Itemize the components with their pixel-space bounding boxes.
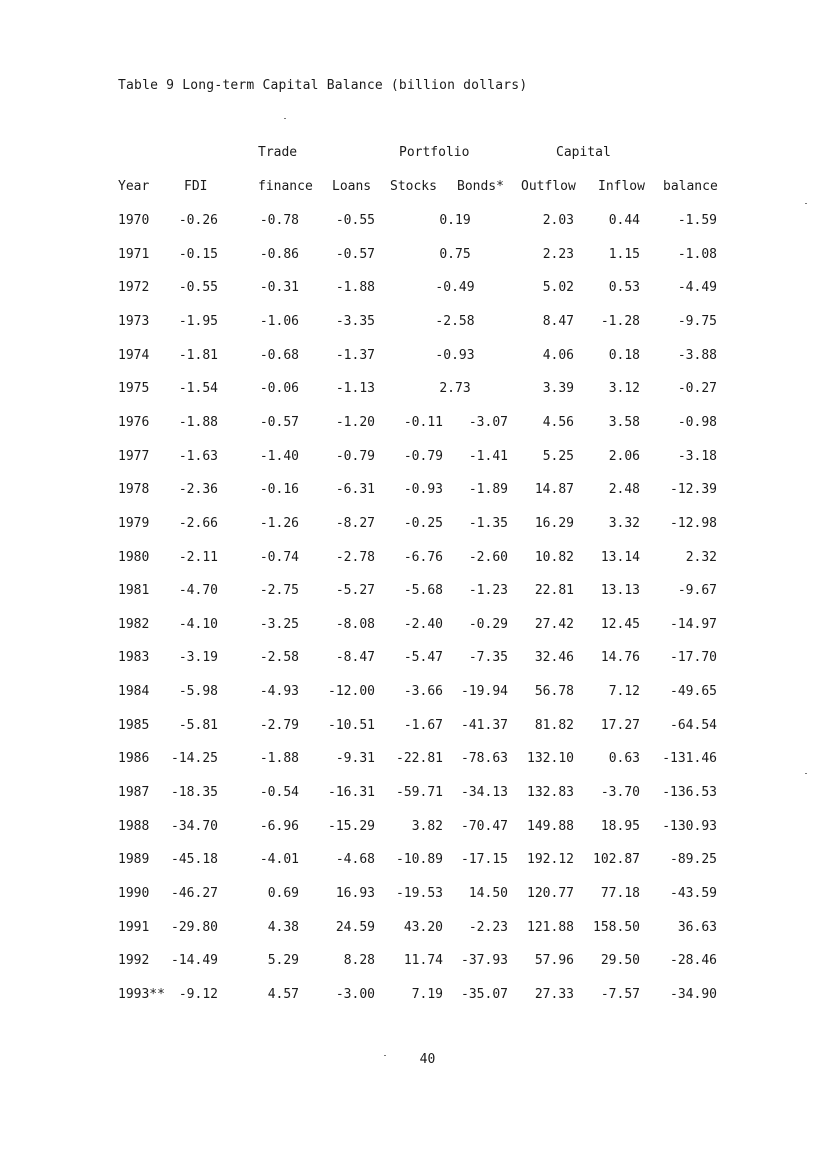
cell-outflow: 16.29 [534,516,574,531]
cell-balance: -17.70 [670,650,717,665]
cell-balance: -34.90 [670,987,717,1002]
cell-balance: -0.27 [677,381,717,396]
cell-outflow: 120.77 [527,886,574,901]
cell-balance: -3.88 [677,348,717,363]
cell-year: 1976 [118,415,150,430]
cell-year: 1975 [118,381,150,396]
table-header-bottom [0,177,827,197]
cell-outflow: 121.88 [527,920,574,935]
cell-fdi: -4.70 [178,583,218,598]
cell-fdi: -34.70 [171,819,218,834]
table-row [0,245,827,265]
cell-bonds: -0.29 [468,617,508,632]
cell-outflow: 3.39 [542,381,574,396]
cell-stocks: 11.74 [403,953,443,968]
table-row [0,278,827,298]
table-row [0,211,827,231]
cell-bonds: -35.07 [461,987,508,1002]
cell-fdi: -1.88 [178,415,218,430]
table-row [0,312,827,332]
cell-stocks: -59.71 [396,785,443,800]
cell-year: 1989 [118,852,150,867]
scan-speck [805,203,807,204]
header-outflow: Outflow [521,179,576,194]
cell-trade: -2.79 [259,718,299,733]
cell-inflow: 29.50 [600,953,640,968]
cell-year: 1977 [118,449,150,464]
cell-loans: -4.68 [335,852,375,867]
cell-loans: -1.37 [335,348,375,363]
cell-loans: -1.13 [335,381,375,396]
cell-year: 1987 [118,785,150,800]
cell-fdi: -0.55 [178,280,218,295]
header-stocks: Stocks [390,179,437,194]
table-row [0,413,827,433]
cell-inflow: 0.18 [608,348,640,363]
cell-trade: -1.26 [259,516,299,531]
cell-trade: 4.57 [267,987,299,1002]
cell-inflow: 3.32 [608,516,640,531]
cell-loans: -16.31 [328,785,375,800]
cell-fdi: -29.80 [171,920,218,935]
table-title: Table 9 Long-term Capital Balance (billion dollars) [118,78,528,93]
table-row [0,682,827,702]
cell-stocks: -0.93 [403,482,443,497]
cell-year: 1990 [118,886,150,901]
cell-trade: -4.93 [259,684,299,699]
cell-inflow: 17.27 [600,718,640,733]
cell-loans: -8.27 [335,516,375,531]
cell-loans: 16.93 [335,886,375,901]
header-bonds: Bonds* [457,179,504,194]
cell-fdi: -2.66 [178,516,218,531]
cell-inflow: -3.70 [600,785,640,800]
cell-trade: 4.38 [267,920,299,935]
cell-loans: -12.00 [328,684,375,699]
table-row [0,648,827,668]
cell-outflow: 22.81 [534,583,574,598]
cell-trade: -0.86 [259,247,299,262]
header-year: Year [118,179,150,194]
cell-trade: -2.58 [259,650,299,665]
cell-year: 1984 [118,684,150,699]
cell-fdi: -5.98 [178,684,218,699]
cell-stocks: -3.66 [403,684,443,699]
cell-inflow: 18.95 [600,819,640,834]
cell-outflow: 56.78 [534,684,574,699]
cell-loans: -3.00 [335,987,375,1002]
cell-balance: -14.97 [670,617,717,632]
cell-trade: -6.96 [259,819,299,834]
cell-loans: 8.28 [343,953,375,968]
cell-outflow: 81.82 [534,718,574,733]
cell-stocks: -19.53 [396,886,443,901]
cell-balance: -64.54 [670,718,717,733]
cell-trade: -0.16 [259,482,299,497]
scan-speck [284,118,286,119]
cell-year: 1992 [118,953,150,968]
cell-bonds: -37.93 [461,953,508,968]
cell-fdi: -5.81 [178,718,218,733]
cell-inflow: 2.48 [608,482,640,497]
header-capital: Capital [556,145,611,160]
cell-year: 1991 [118,920,150,935]
cell-balance: -12.39 [670,482,717,497]
cell-balance: -4.49 [677,280,717,295]
cell-outflow: 132.83 [527,785,574,800]
cell-outflow: 192.12 [527,852,574,867]
cell-stocks: -0.79 [403,449,443,464]
cell-year: 1986 [118,751,150,766]
cell-year: 1972 [118,280,150,295]
cell-year: 1974 [118,348,150,363]
cell-year: 1985 [118,718,150,733]
cell-outflow: 2.23 [542,247,574,262]
cell-outflow: 149.88 [527,819,574,834]
header-loans: Loans [332,179,372,194]
cell-stocks: -22.81 [396,751,443,766]
cell-outflow: 4.56 [542,415,574,430]
header-trade: Trade [258,145,298,160]
cell-stocks: 43.20 [403,920,443,935]
cell-portfolio: -0.49 [435,280,475,295]
cell-inflow: 102.87 [593,852,640,867]
cell-loans: -15.29 [328,819,375,834]
cell-balance: -49.65 [670,684,717,699]
scan-speck [384,1055,386,1056]
cell-balance: -43.59 [670,886,717,901]
cell-outflow: 132.10 [527,751,574,766]
cell-stocks: 7.19 [411,987,443,1002]
cell-fdi: -14.25 [171,751,218,766]
cell-trade: -2.75 [259,583,299,598]
cell-balance: -9.67 [677,583,717,598]
cell-bonds: 14.50 [468,886,508,901]
cell-trade: -0.31 [259,280,299,295]
header-balance: balance [663,179,718,194]
cell-year: 1978 [118,482,150,497]
header-finance: finance [258,179,313,194]
cell-inflow: 0.53 [608,280,640,295]
cell-fdi: -0.26 [178,213,218,228]
cell-outflow: 27.33 [534,987,574,1002]
cell-bonds: -7.35 [468,650,508,665]
table-row [0,480,827,500]
cell-inflow: 0.63 [608,751,640,766]
cell-balance: -9.75 [677,314,717,329]
cell-bonds: -1.23 [468,583,508,598]
cell-bonds: -2.23 [468,920,508,935]
cell-trade: -4.01 [259,852,299,867]
table-row [0,447,827,467]
table-row [0,716,827,736]
cell-trade: -1.06 [259,314,299,329]
cell-bonds: -70.47 [461,819,508,834]
cell-inflow: 77.18 [600,886,640,901]
cell-outflow: 14.87 [534,482,574,497]
cell-trade: -1.88 [259,751,299,766]
cell-loans: -3.35 [335,314,375,329]
cell-loans: -10.51 [328,718,375,733]
cell-bonds: -3.07 [468,415,508,430]
cell-outflow: 5.02 [542,280,574,295]
cell-balance: -0.98 [677,415,717,430]
table-row [0,817,827,837]
table-row [0,379,827,399]
cell-inflow: -1.28 [600,314,640,329]
cell-loans: -9.31 [335,751,375,766]
cell-loans: -2.78 [335,550,375,565]
cell-outflow: 32.46 [534,650,574,665]
cell-fdi: -46.27 [171,886,218,901]
cell-portfolio: -2.58 [435,314,475,329]
cell-portfolio: -0.93 [435,348,475,363]
cell-loans: -8.47 [335,650,375,665]
cell-inflow: 13.13 [600,583,640,598]
cell-bonds: -78.63 [461,751,508,766]
cell-balance: -136.53 [662,785,717,800]
cell-trade: -0.68 [259,348,299,363]
table-row [0,749,827,769]
cell-trade: 0.69 [267,886,299,901]
cell-trade: 5.29 [267,953,299,968]
scan-speck [805,773,807,774]
cell-loans: -0.57 [335,247,375,262]
cell-balance: -89.25 [670,852,717,867]
cell-inflow: 7.12 [608,684,640,699]
table-row [0,514,827,534]
cell-bonds: -34.13 [461,785,508,800]
cell-year: 1979 [118,516,150,531]
cell-balance: -131.46 [662,751,717,766]
cell-outflow: 10.82 [534,550,574,565]
cell-stocks: -5.47 [403,650,443,665]
cell-stocks: -5.68 [403,583,443,598]
cell-loans: -1.88 [335,280,375,295]
header-inflow: Inflow [598,179,645,194]
table-row [0,548,827,568]
cell-stocks: -0.25 [403,516,443,531]
header-portfolio: Portfolio [399,145,470,160]
cell-portfolio: 2.73 [439,381,471,396]
cell-outflow: 2.03 [542,213,574,228]
cell-balance: -12.98 [670,516,717,531]
table-row [0,346,827,366]
cell-bonds: -17.15 [461,852,508,867]
cell-bonds: -19.94 [461,684,508,699]
cell-loans: -1.20 [335,415,375,430]
cell-balance: -1.59 [677,213,717,228]
cell-year: 1993** [118,987,165,1002]
cell-portfolio: 0.19 [439,213,471,228]
cell-stocks: -10.89 [396,852,443,867]
cell-fdi: -2.11 [178,550,218,565]
cell-balance: 2.32 [685,550,717,565]
cell-fdi: -1.95 [178,314,218,329]
table-row [0,581,827,601]
cell-fdi: -3.19 [178,650,218,665]
cell-loans: -8.08 [335,617,375,632]
cell-portfolio: 0.75 [439,247,471,262]
table-row [0,850,827,870]
cell-year: 1981 [118,583,150,598]
table-row [0,884,827,904]
table-row [0,615,827,635]
cell-loans: -5.27 [335,583,375,598]
cell-year: 1982 [118,617,150,632]
cell-inflow: 13.14 [600,550,640,565]
cell-outflow: 57.96 [534,953,574,968]
cell-loans: -0.79 [335,449,375,464]
header-fdi: FDI [184,179,208,194]
cell-inflow: 3.12 [608,381,640,396]
cell-balance: -1.08 [677,247,717,262]
cell-balance: -130.93 [662,819,717,834]
cell-stocks: -2.40 [403,617,443,632]
cell-stocks: -6.76 [403,550,443,565]
cell-stocks: -1.67 [403,718,443,733]
cell-fdi: -2.36 [178,482,218,497]
cell-fdi: -45.18 [171,852,218,867]
cell-bonds: -1.35 [468,516,508,531]
cell-fdi: -14.49 [171,953,218,968]
cell-trade: -1.40 [259,449,299,464]
cell-fdi: -1.81 [178,348,218,363]
cell-inflow: 14.76 [600,650,640,665]
cell-fdi: -1.54 [178,381,218,396]
cell-inflow: -7.57 [600,987,640,1002]
cell-loans: -0.55 [335,213,375,228]
cell-fdi: -4.10 [178,617,218,632]
cell-bonds: -41.37 [461,718,508,733]
cell-year: 1971 [118,247,150,262]
cell-loans: 24.59 [335,920,375,935]
cell-inflow: 3.58 [608,415,640,430]
table-row [0,783,827,803]
cell-inflow: 12.45 [600,617,640,632]
cell-inflow: 1.15 [608,247,640,262]
cell-stocks: -0.11 [403,415,443,430]
cell-inflow: 0.44 [608,213,640,228]
table-row [0,918,827,938]
cell-trade: -0.57 [259,415,299,430]
cell-fdi: -1.63 [178,449,218,464]
cell-outflow: 27.42 [534,617,574,632]
cell-trade: -0.54 [259,785,299,800]
cell-fdi: -18.35 [171,785,218,800]
cell-year: 1970 [118,213,150,228]
table-row [0,985,827,1005]
cell-year: 1988 [118,819,150,834]
cell-bonds: -2.60 [468,550,508,565]
cell-fdi: -0.15 [178,247,218,262]
cell-outflow: 5.25 [542,449,574,464]
cell-year: 1983 [118,650,150,665]
cell-balance: 36.63 [677,920,717,935]
cell-trade: -3.25 [259,617,299,632]
cell-outflow: 8.47 [542,314,574,329]
cell-year: 1980 [118,550,150,565]
cell-trade: -0.74 [259,550,299,565]
page-number: 40 [419,1052,436,1067]
cell-year: 1973 [118,314,150,329]
cell-fdi: -9.12 [178,987,218,1002]
cell-inflow: 158.50 [593,920,640,935]
cell-outflow: 4.06 [542,348,574,363]
cell-stocks: 3.82 [411,819,443,834]
cell-balance: -28.46 [670,953,717,968]
cell-balance: -3.18 [677,449,717,464]
cell-bonds: -1.41 [468,449,508,464]
cell-loans: -6.31 [335,482,375,497]
cell-trade: -0.78 [259,213,299,228]
table-row [0,951,827,971]
cell-trade: -0.06 [259,381,299,396]
table-header-top [0,143,827,163]
cell-bonds: -1.89 [468,482,508,497]
cell-inflow: 2.06 [608,449,640,464]
